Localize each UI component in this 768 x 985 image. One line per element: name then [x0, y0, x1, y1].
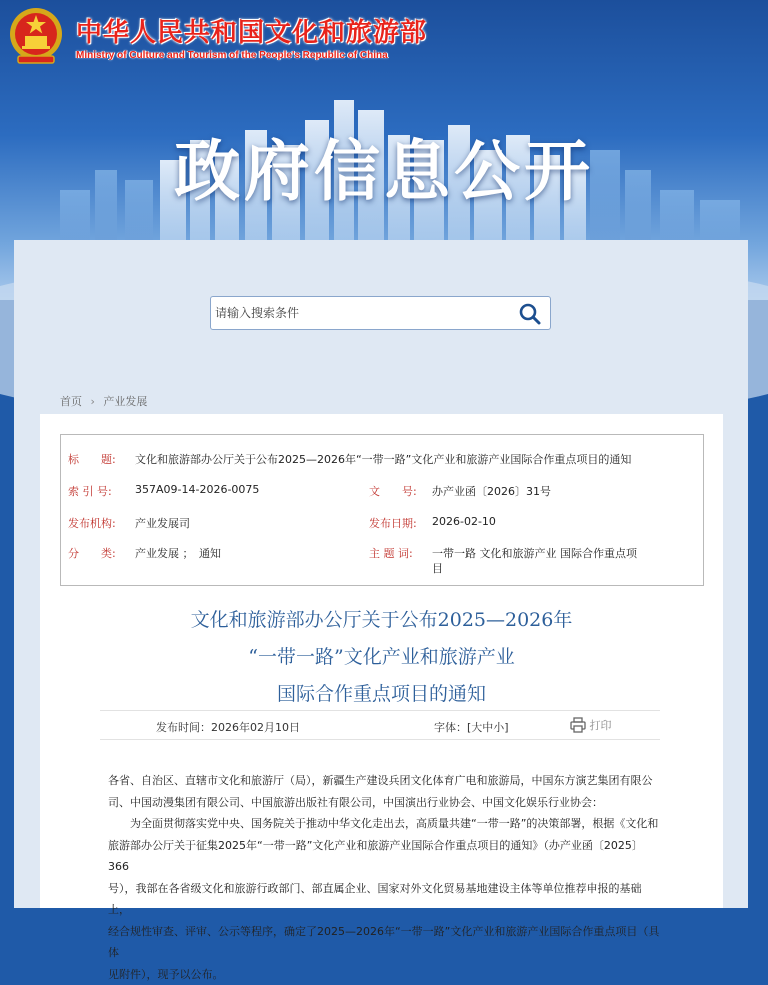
document-title-line-1: 文化和旅游部办公厅关于公布2025—2026年	[40, 602, 723, 639]
body-line: 号），我部在各省级文化和旅游行政部门、部直属企业、国家对外文化贸易基地建设主体等单位推荐申报的基础上，	[108, 878, 660, 921]
body-line: 为全面贯彻落实党中央、国务院关于推动中华文化走出去，高质量共建“一带一路”的决策部署，根据《文化和	[108, 813, 660, 835]
meta-title-value: 文化和旅游部办公厅关于公布2025—2026年“一带一路”文化产业和旅游产业国际合作重点项目的通知	[135, 451, 631, 467]
meta-docno-label: 文 号:	[369, 483, 417, 499]
meta-subject-label: 主 题 词:	[369, 545, 413, 561]
font-size-switcher[interactable]: 字体：[大中小]	[434, 719, 509, 735]
search-icon[interactable]	[516, 300, 544, 328]
body-line: 司、中国动漫集团有限公司、中国旅游出版社有限公司，中国演出行业协会、中国文化娱乐行业协会：	[108, 792, 660, 814]
meta-subject-value-1: 一带一路 文化和旅游产业 国际合作重点项	[432, 545, 637, 561]
search-box	[210, 296, 551, 330]
page-banner-title: 政府信息公开	[0, 118, 768, 213]
document-title-line-2: “一带一路”文化产业和旅游产业	[40, 639, 723, 676]
document-body	[108, 770, 660, 985]
breadcrumb	[60, 393, 147, 409]
national-emblem-icon	[8, 6, 64, 66]
meta-date-value: 2026-02-10	[432, 515, 496, 528]
meta-date-label: 发布日期:	[369, 515, 417, 531]
meta-issuer-value: 产业发展司	[135, 515, 190, 531]
publish-time: 发布时间：2026年02月10日	[156, 719, 300, 735]
document-title-line-3: 国际合作重点项目的通知	[40, 676, 723, 713]
meta-category-label: 分 类:	[68, 545, 116, 561]
document-meta-table	[60, 434, 704, 586]
body-line: 旅游部办公厅关于征集2025年“一带一路”文化产业和旅游产业国际合作重点项目的通知》（办产业函〔2025〕366	[108, 835, 660, 878]
article-card	[40, 414, 723, 908]
ministry-name-cn: 中华人民共和国文化和旅游部	[76, 12, 427, 49]
document-title	[40, 602, 723, 713]
body-line: 见附件），现予以公布。	[108, 964, 660, 985]
meta-issuer-label: 发布机构:	[68, 515, 116, 531]
meta-title-label: 标 题:	[68, 451, 116, 467]
chevron-right-icon: ›	[91, 395, 95, 408]
document-info-bar	[100, 710, 660, 740]
ministry-name-en: Ministry of Culture and Tourism of the People's Republic of China	[76, 50, 388, 61]
breadcrumb-current[interactable]: 产业发展	[103, 395, 147, 408]
print-button[interactable]	[570, 717, 612, 733]
search-input[interactable]	[215, 299, 505, 327]
meta-index-value: 357A09-14-2026-0075	[135, 483, 259, 496]
meta-category-value: 产业发展 ； 通知	[135, 545, 221, 561]
meta-subject-value-2: 目	[432, 560, 443, 576]
meta-index-label: 索 引 号:	[68, 483, 112, 499]
breadcrumb-home[interactable]: 首页	[60, 395, 82, 408]
printer-icon	[570, 717, 586, 733]
print-label: 打印	[590, 719, 612, 732]
body-line: 各省、自治区、直辖市文化和旅游厅（局），新疆生产建设兵团文化体育广电和旅游局，中国东方演艺集团有限公	[108, 770, 660, 792]
meta-docno-value: 办产业函〔2026〕31号	[432, 483, 551, 499]
body-line: 经合规性审查、评审、公示等程序，确定了2025—2026年“一带一路”文化产业和旅游产业国际合作重点项目（具体	[108, 921, 660, 964]
